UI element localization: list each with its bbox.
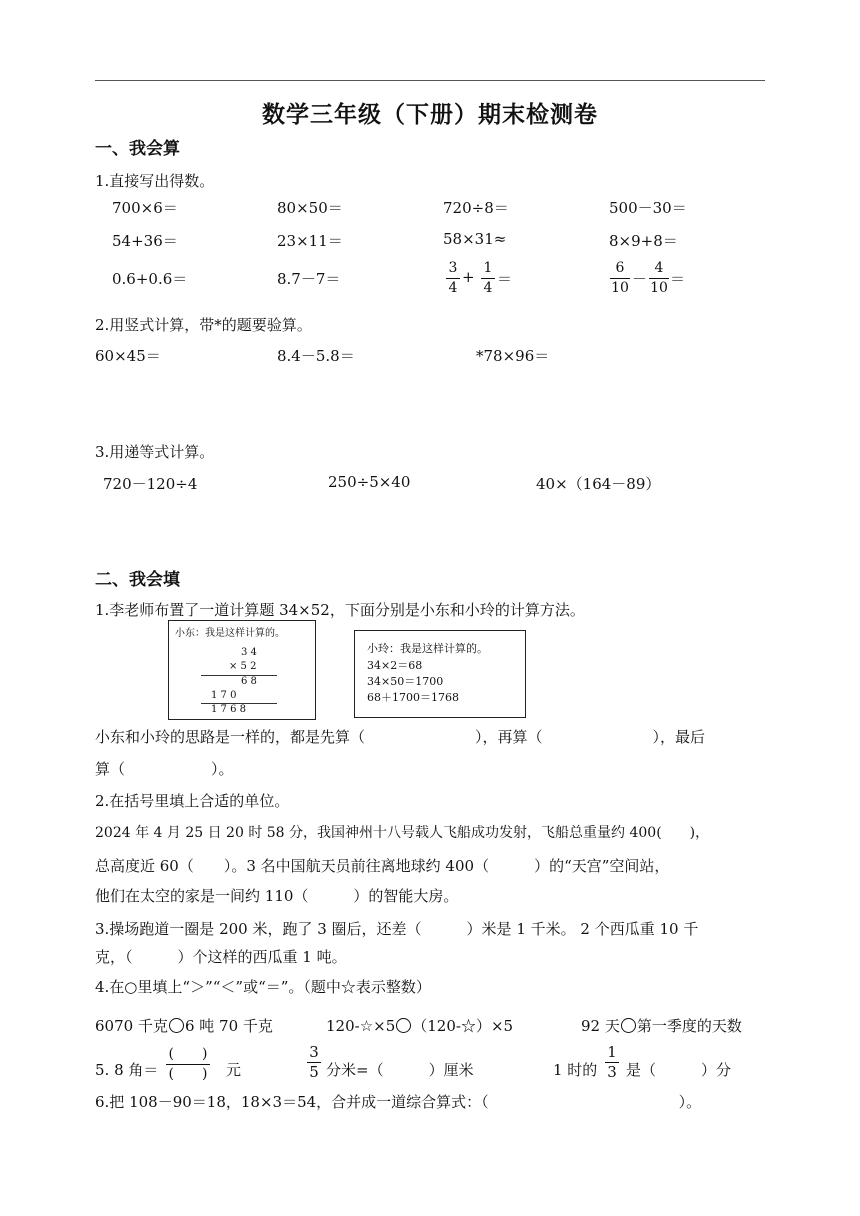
calc-item: 54+36＝: [112, 232, 178, 250]
compare-circle[interactable]: [396, 1018, 411, 1033]
fraction: 1 3: [605, 1044, 619, 1081]
q5-prefix: 5. 8 角＝: [95, 1061, 159, 1079]
q5-text: 分米=（ ）厘米: [326, 1061, 474, 1079]
fraction: 1 4: [481, 260, 495, 297]
calc-item: 80×50＝: [277, 199, 343, 217]
vertical-row: 1 7 6 8: [211, 704, 246, 715]
method-line: 68＋1700＝1768: [367, 691, 459, 704]
equals: ＝: [497, 270, 513, 288]
calc-item: 60×45＝: [95, 347, 161, 365]
q3-line: 克，（ ）个这样的西瓜重 1 吨。: [95, 948, 347, 966]
calc-item: 23×11＝: [277, 232, 343, 250]
q2-line: 2024 年 4 月 25 日 20 时 58 分，我国神州十八号载人飞船成功发射，飞船总重量约 400( )，: [95, 825, 710, 841]
vertical-row: 6 8: [241, 676, 257, 687]
q1-label: 1.直接写出得数。: [95, 172, 215, 190]
q2-line: 总高度近 60（ ）。3 名中国航天员前往离地球约 400（ ）的“天宫”空间站，: [95, 857, 670, 875]
q6-line: 6.把 108－90＝18，18×3＝54，合并成一道综合算式：（ ）。: [95, 1093, 702, 1111]
q5-text: 是（ ）分: [626, 1061, 732, 1079]
q5-text: 1 时的: [553, 1061, 598, 1079]
box-caption: 小玲：我是这样计算的。: [367, 642, 488, 655]
calc-item: 250÷5×40: [328, 473, 411, 491]
section2-heading: 二、我会填: [95, 570, 180, 590]
section1-heading: 一、我会算: [95, 139, 180, 159]
xiaoling-method-box: [354, 630, 526, 718]
calc-item: 40×（164－89）: [536, 475, 661, 493]
operator: －: [632, 270, 648, 288]
equals: ＝: [670, 270, 686, 288]
compare-item: 6070 千克 6 吨 70 千克: [95, 1017, 273, 1035]
fraction: 6 10: [611, 260, 629, 296]
calc-item: 8×9+8＝: [609, 232, 678, 250]
calc-item: 500－30＝: [609, 199, 687, 217]
q2-line: 他们在太空的家是一间约 110（ ）的智能大房。: [95, 887, 459, 905]
q4-label: 4.在○里填上“＞”“＜”或“＝”。（题中☆表示整数）: [95, 978, 431, 996]
q1-fill-line1: 小东和小玲的思路是一样的，都是先算（ ），再算（ ），最后: [95, 728, 706, 746]
compare-circle[interactable]: [621, 1018, 636, 1033]
vertical-line: [201, 675, 277, 676]
calc-item: 8.7－7＝: [277, 270, 341, 288]
calc-item: 720－120÷4: [103, 475, 198, 493]
calc-item: 720÷8＝: [443, 199, 509, 217]
calc-item: 8.4－5.8＝: [277, 347, 355, 365]
calc-item: 700×6＝: [112, 199, 178, 217]
compare-item: 120-☆×5 （120-☆）×5: [326, 1017, 514, 1035]
method-line: 34×50＝1700: [367, 675, 444, 688]
fraction: 3 5: [307, 1044, 321, 1081]
q2-label: 2.用竖式计算，带*的题要验算。: [95, 316, 312, 334]
q2-label: 2.在括号里填上合适的单位。: [95, 792, 290, 810]
compare-item: 92 天 第一季度的天数: [581, 1017, 742, 1035]
fraction: 4 10: [650, 260, 668, 296]
q5-unit: 元: [226, 1061, 242, 1079]
calc-item: 0.6+0.6＝: [112, 270, 188, 288]
vertical-row: 3 4: [241, 647, 257, 658]
header-rule: [95, 80, 765, 81]
xiaodong-method-box: [168, 620, 316, 720]
q3-label: 3.用递等式计算。: [95, 443, 215, 461]
method-line: 34×2＝68: [367, 659, 423, 672]
fraction: 3 4: [446, 260, 460, 297]
calc-item: 58×31≈: [443, 230, 507, 248]
calc-item: *78×96＝: [476, 347, 550, 365]
box-caption: 小东：我是这样计算的。: [175, 628, 285, 639]
q1-fill-line2: 算（ ）。: [95, 760, 234, 778]
operator: +: [462, 268, 475, 286]
page-title: 数学三年级（下册）期末检测卷: [262, 102, 598, 128]
q1-text: 1.李老师布置了一道计算题 34×52，下面分别是小东和小玲的计算方法。: [95, 601, 585, 619]
vertical-row: × 5 2: [229, 661, 257, 672]
vertical-row: 1 7 0: [211, 690, 237, 701]
fraction-blank[interactable]: ( ) ( ): [166, 1046, 210, 1083]
q3-line: 3.操场跑道一圈是 200 米，跑了 3 圈后，还差（ ）米是 1 千米。 2 个西瓜重 10 千: [95, 920, 699, 938]
compare-circle[interactable]: [169, 1018, 184, 1033]
